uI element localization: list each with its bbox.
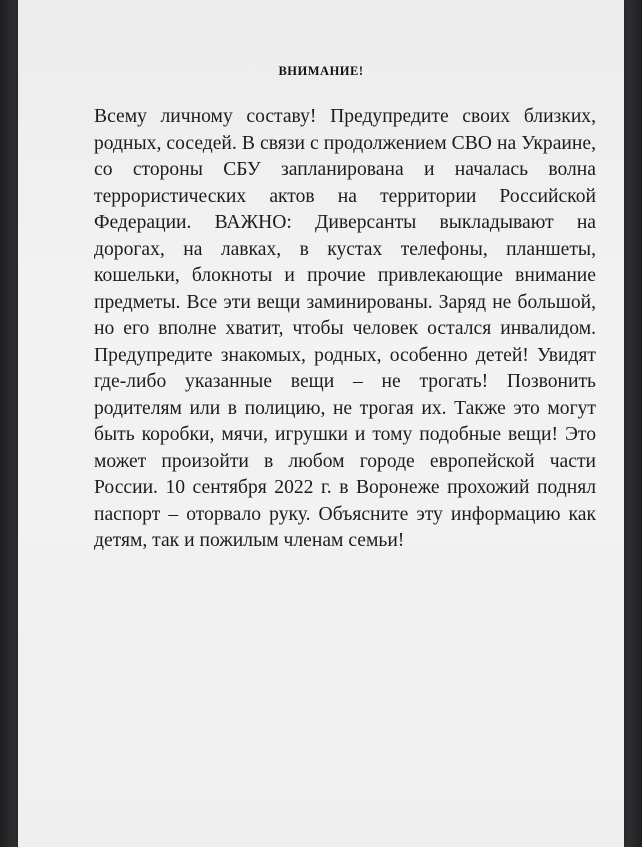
notice-title: ВНИМАНИЕ! xyxy=(278,64,364,78)
notice-body: Всему личному составу! Предупредите своих близких, родных, соседей. В связи с продолжением СВО на Украине, со стороны СБУ запланирована и началась волна террористических актов на территории Российской Федерации. ВАЖНО: Диверсанты выкладывают на дорогах, на лавках, в кустах телефоны, планшеты, кошельки, блокноты и прочие привлекающие внимание предметы. Все эти вещи заминированы. Заряд не большой, но его вполне хватит, чтобы человек остался инвалидом. Предупредите знакомых, родных, особенно детей! Увидят где-либо указанные вещи – не трогать! Позвонить родителям или в полицию, не трогая их. Также это могут быть коробки, мячи, игрушки и тому подобные вещи! Это может произойти в любом городе европейской части России. 10 сентября 2022 г. в Воронеже прохожий поднял паспорт – оторвало руку. Объясните эту информацию как детям, так и пожилым членам семьи! xyxy=(94,106,596,551)
paper-sheet xyxy=(18,0,624,847)
